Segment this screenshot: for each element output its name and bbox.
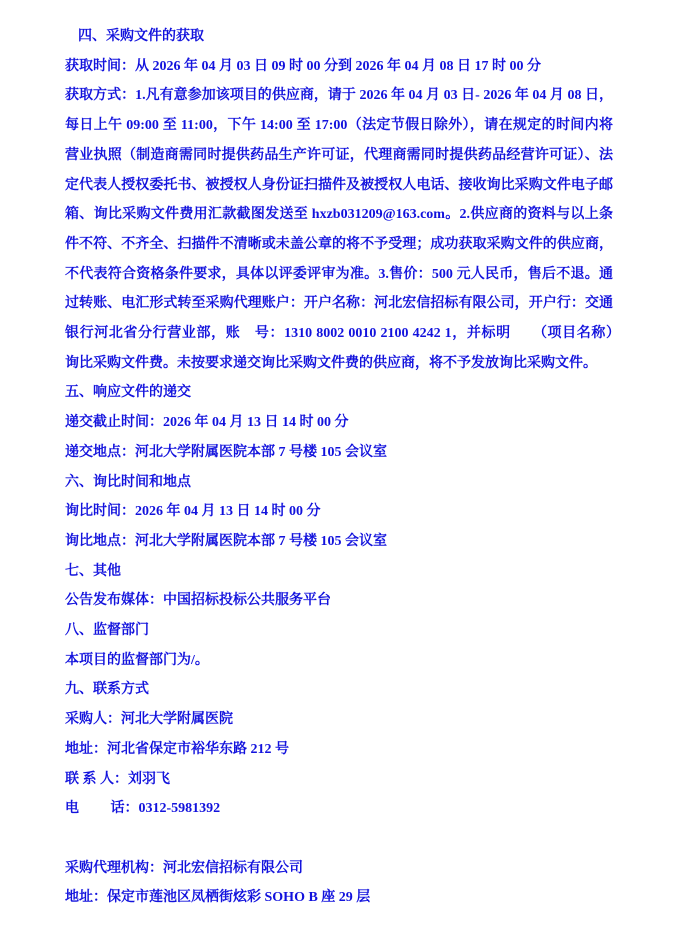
supervisory-department-value: 本项目的监督部门为/。 bbox=[65, 652, 209, 668]
contact-phone: 电 话：0312-5981392 bbox=[65, 801, 221, 817]
agency-name: 采购代理机构：河北宏信招标有限公司 bbox=[65, 860, 303, 876]
section-heading-others: 七、其他 bbox=[65, 563, 121, 579]
inquiry-time: 询比时间：2026 年 04 月 13 日 14 时 00 分 bbox=[65, 504, 321, 520]
section-heading-contact-info: 九、联系方式 bbox=[65, 682, 149, 698]
section-heading-inquiry-time-place: 六、询比时间和地点 bbox=[65, 474, 191, 490]
section-heading-supervisory-department: 八、监督部门 bbox=[65, 623, 149, 639]
announcement-media: 公告发布媒体：中国招标投标公共服务平台 bbox=[65, 593, 331, 609]
acquisition-time: 获取时间：从 2026 年 04 月 03 日 09 时 00 分到 2026 年 04 月 08 日 17 时 00 分 bbox=[65, 58, 541, 74]
acquisition-method-paragraph: 获取方式：1.凡有意参加该项目的供应商，请于 2026 年 04 月 03 日- 2026 年 04 月 08 日，每日上午 09:00 至 11:00，下午 14:00 至 17:00（法定节假日除外），请在规定的时间内将营业执照（制造商需同时提供药品生产许可证，代理商需同时提供药品经营许可证）、法定代表人授权委托书、被授权人身份证扫描件及被授权人电话、接收询比采购文件电子邮箱、询比采购文件费用汇款截图发送至 hxzb031209@163.com。2.供应商的资料与以上条件不符、不齐全、扫描件不清晰或未盖公章的将不予受理；成功获取采购文件的供应商，不代表符合资格条件要求，具体以评委评审为准。3.售价：500 元人民币，售后不退。通过转账、电汇形式转至采购代理账户：开户名称：河北宏信招标有限公司，开户行：交通银行河北省分行营业部，账 号：1310 8002 0010 2100 4242 1，并标明 （项目名称） 询比采购文件费。未按要求递交询比采购文件费的供应商，将不予发放询比采购文件。 bbox=[65, 88, 641, 371]
blank-line-spacer bbox=[65, 824, 613, 854]
purchaser-address: 地址：河北省保定市裕华东路 212 号 bbox=[65, 741, 289, 757]
agency-address: 地址：保定市莲池区凤栖街炫彩 SOHO B 座 29 层 bbox=[65, 890, 371, 906]
section-heading-response-doc-submission: 五、响应文件的递交 bbox=[65, 385, 191, 401]
inquiry-place: 询比地点：河北大学附属医院本部 7 号楼 105 会议室 bbox=[65, 533, 387, 549]
contact-person: 联 系 人：刘羽飞 bbox=[65, 771, 170, 787]
purchaser-name: 采购人：河北大学附属医院 bbox=[65, 712, 233, 728]
submission-deadline: 递交截止时间：2026 年 04 月 13 日 14 时 00 分 bbox=[65, 415, 349, 431]
submission-place: 递交地点：河北大学附属医院本部 7 号楼 105 会议室 bbox=[65, 444, 387, 460]
section-heading-procurement-doc-acquisition: 四、采购文件的获取 bbox=[78, 29, 204, 44]
